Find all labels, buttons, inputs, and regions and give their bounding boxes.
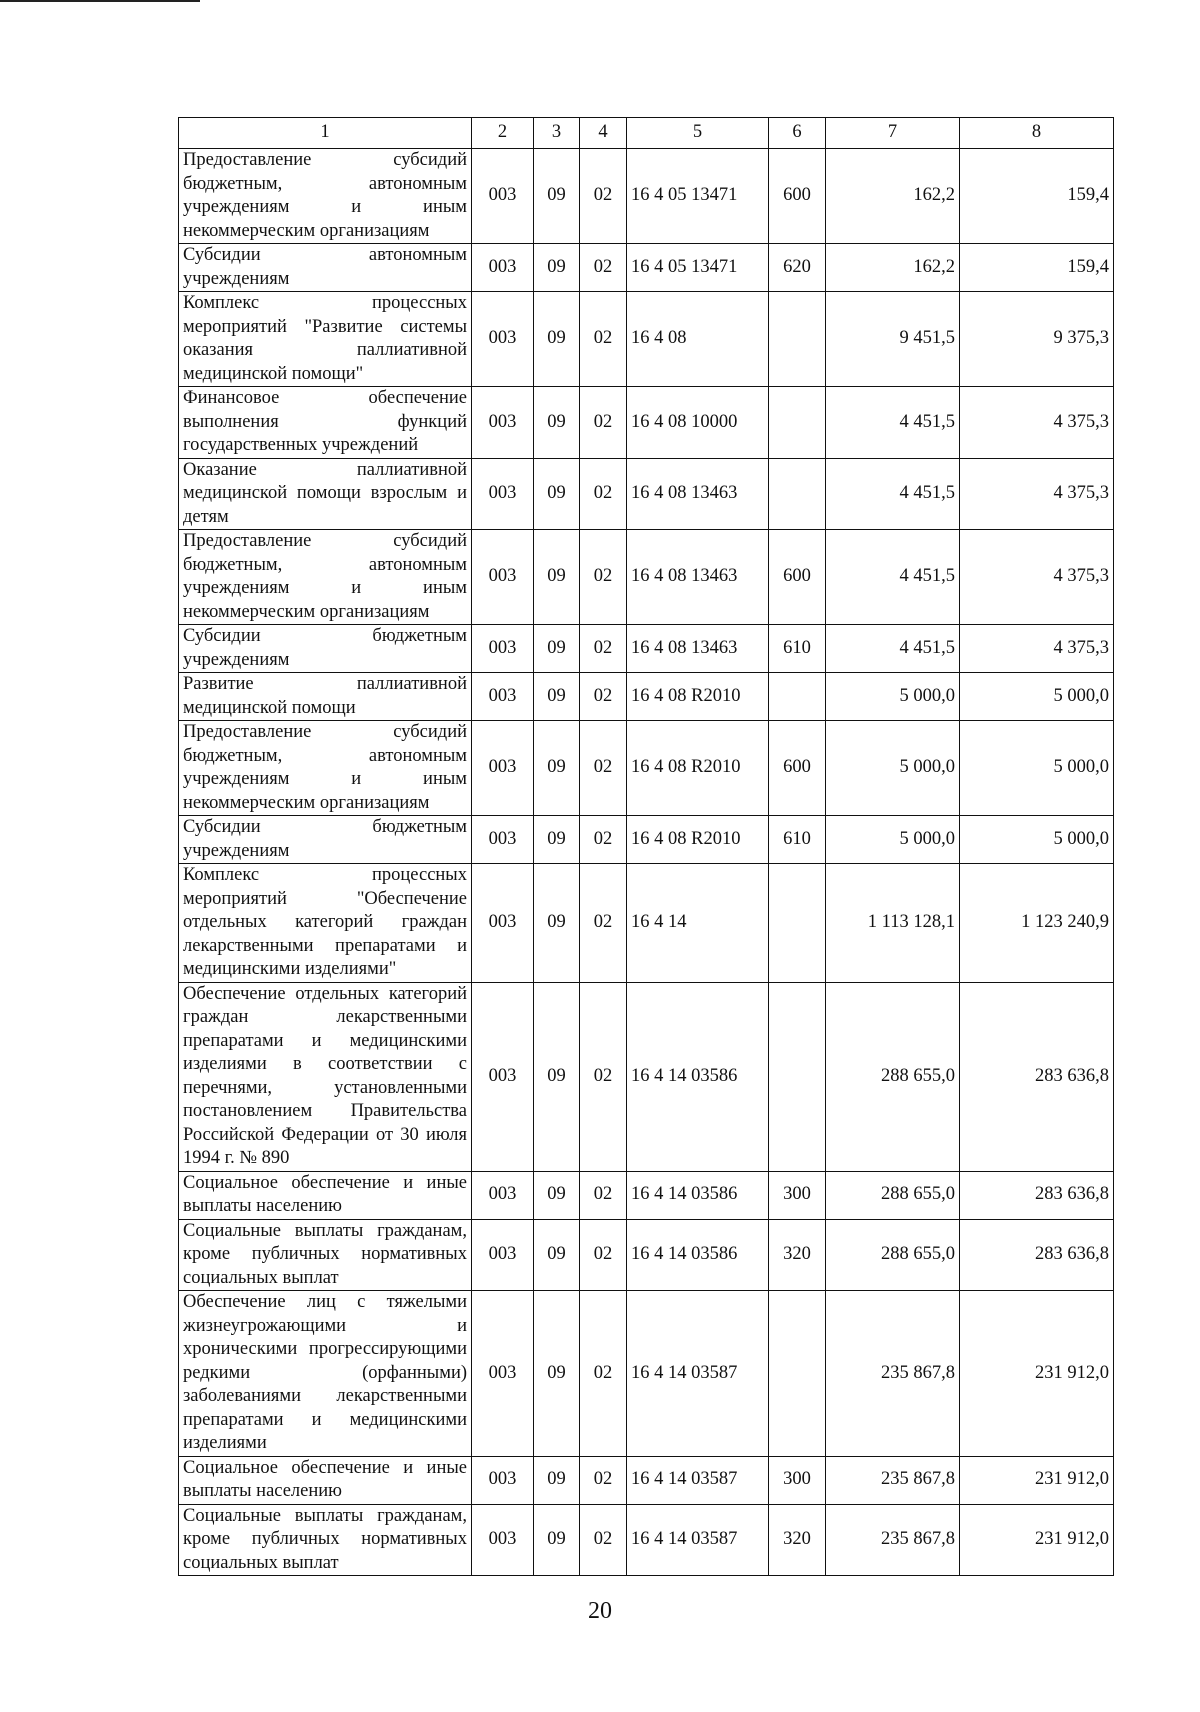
cell-amount-year1: 235 867,8: [826, 1291, 960, 1457]
cell-ministry-code: 003: [472, 864, 534, 983]
cell-amount-year1: 235 867,8: [826, 1504, 960, 1576]
cell-ministry-code: 003: [472, 387, 534, 459]
cell-expense-type: [769, 982, 826, 1171]
row-name: Предоставление субсидий бюджетным, автономным учреждениям и иным некоммерческим организациям: [179, 721, 472, 816]
cell-expense-type: 620: [769, 244, 826, 292]
cell-subsection: 02: [580, 1171, 627, 1219]
cell-subsection: 02: [580, 1219, 627, 1291]
row-name: Субсидии бюджетным учреждениям: [179, 625, 472, 673]
cell-expense-type: [769, 292, 826, 387]
cell-amount-year2: 231 912,0: [960, 1456, 1114, 1504]
cell-subsection: 02: [580, 721, 627, 816]
cell-ministry-code: 003: [472, 1219, 534, 1291]
cell-amount-year1: 4 451,5: [826, 387, 960, 459]
table-row: [179, 625, 1114, 673]
cell-section: 09: [534, 982, 580, 1171]
cell-ministry-code: 003: [472, 292, 534, 387]
row-name: Комплекс процессных мероприятий "Обеспечение отдельных категорий граждан лекарственными препаратами и медицинскими изделиями": [179, 864, 472, 983]
cell-amount-year1: 9 451,5: [826, 292, 960, 387]
cell-expense-type: 600: [769, 149, 826, 244]
cell-ministry-code: 003: [472, 244, 534, 292]
cell-target-article: 16 4 08 13463: [627, 530, 769, 625]
cell-subsection: 02: [580, 530, 627, 625]
row-name: Предоставление субсидий бюджетным, автономным учреждениям и иным некоммерческим организациям: [179, 149, 472, 244]
top-edge-line: [0, 0, 200, 2]
cell-ministry-code: 003: [472, 816, 534, 864]
cell-section: 09: [534, 721, 580, 816]
row-name: Субсидии бюджетным учреждениям: [179, 816, 472, 864]
cell-amount-year1: 288 655,0: [826, 1219, 960, 1291]
cell-target-article: 16 4 08 13463: [627, 458, 769, 530]
cell-subsection: 02: [580, 673, 627, 721]
cell-target-article: 16 4 08 13463: [627, 625, 769, 673]
cell-subsection: 02: [580, 1291, 627, 1457]
cell-target-article: 16 4 14 03587: [627, 1456, 769, 1504]
cell-amount-year1: 4 451,5: [826, 625, 960, 673]
cell-amount-year2: 1 123 240,9: [960, 864, 1114, 983]
cell-amount-year2: 231 912,0: [960, 1291, 1114, 1457]
table-row: [179, 982, 1114, 1171]
column-header-3: 3: [534, 118, 580, 149]
cell-expense-type: 320: [769, 1219, 826, 1291]
cell-target-article: 16 4 05 13471: [627, 244, 769, 292]
table-row: [179, 1171, 1114, 1219]
table-row: [179, 816, 1114, 864]
cell-target-article: 16 4 08 R2010: [627, 816, 769, 864]
cell-amount-year1: 288 655,0: [826, 982, 960, 1171]
cell-expense-type: 600: [769, 530, 826, 625]
cell-amount-year1: 4 451,5: [826, 458, 960, 530]
cell-target-article: 16 4 08 R2010: [627, 721, 769, 816]
cell-amount-year2: 159,4: [960, 244, 1114, 292]
table-row: [179, 1219, 1114, 1291]
cell-section: 09: [534, 864, 580, 983]
cell-subsection: 02: [580, 149, 627, 244]
row-name: Оказание паллиативной медицинской помощи взрослым и детям: [179, 458, 472, 530]
cell-subsection: 02: [580, 864, 627, 983]
cell-amount-year2: 231 912,0: [960, 1504, 1114, 1576]
column-header-2: 2: [472, 118, 534, 149]
cell-expense-type: 320: [769, 1504, 826, 1576]
cell-subsection: 02: [580, 816, 627, 864]
table-row: [179, 530, 1114, 625]
row-name: Развитие паллиативной медицинской помощи: [179, 673, 472, 721]
cell-section: 09: [534, 816, 580, 864]
row-name: Обеспечение лиц с тяжелыми жизнеугрожающими и хроническими прогрессирующими редкими (орфанными) заболеваниями лекарственными препаратами и медицинскими изделиями: [179, 1291, 472, 1457]
cell-expense-type: [769, 458, 826, 530]
table-row: [179, 1504, 1114, 1576]
row-name: Социальное обеспечение и иные выплаты населению: [179, 1171, 472, 1219]
table-row: [179, 458, 1114, 530]
cell-section: 09: [534, 458, 580, 530]
cell-subsection: 02: [580, 387, 627, 459]
column-header-8: 8: [960, 118, 1114, 149]
cell-ministry-code: 003: [472, 149, 534, 244]
table-row: [179, 149, 1114, 244]
cell-amount-year2: 159,4: [960, 149, 1114, 244]
table-body: [179, 149, 1114, 1576]
cell-ministry-code: 003: [472, 458, 534, 530]
table-row: [179, 721, 1114, 816]
cell-ministry-code: 003: [472, 1456, 534, 1504]
cell-section: 09: [534, 1291, 580, 1457]
cell-expense-type: 300: [769, 1456, 826, 1504]
cell-section: 09: [534, 1504, 580, 1576]
cell-amount-year1: 235 867,8: [826, 1456, 960, 1504]
column-header-7: 7: [826, 118, 960, 149]
cell-expense-type: 610: [769, 625, 826, 673]
cell-amount-year2: 4 375,3: [960, 387, 1114, 459]
cell-target-article: 16 4 08: [627, 292, 769, 387]
row-name: Обеспечение отдельных категорий граждан лекарственными препаратами и медицинскими изделиями в соответствии с перечнями, установленными постановлением Правительства Российской Федерации от 30 июля 1994 г. № 890: [179, 982, 472, 1171]
cell-ministry-code: 003: [472, 530, 534, 625]
column-header-5: 5: [627, 118, 769, 149]
cell-section: 09: [534, 530, 580, 625]
row-name: Субсидии автономным учреждениям: [179, 244, 472, 292]
cell-target-article: 16 4 14 03586: [627, 982, 769, 1171]
cell-expense-type: [769, 673, 826, 721]
cell-ministry-code: 003: [472, 625, 534, 673]
cell-ministry-code: 003: [472, 673, 534, 721]
row-name: Социальные выплаты гражданам, кроме публичных нормативных социальных выплат: [179, 1504, 472, 1576]
table-row: [179, 244, 1114, 292]
cell-expense-type: 610: [769, 816, 826, 864]
cell-subsection: 02: [580, 1456, 627, 1504]
cell-section: 09: [534, 673, 580, 721]
cell-subsection: 02: [580, 458, 627, 530]
row-name: Социальные выплаты гражданам, кроме публичных нормативных социальных выплат: [179, 1219, 472, 1291]
cell-subsection: 02: [580, 1504, 627, 1576]
cell-expense-type: [769, 864, 826, 983]
cell-amount-year2: 5 000,0: [960, 673, 1114, 721]
cell-target-article: 16 4 14 03586: [627, 1171, 769, 1219]
column-header-1: 1: [179, 118, 472, 149]
cell-subsection: 02: [580, 625, 627, 673]
cell-subsection: 02: [580, 982, 627, 1171]
cell-expense-type: 300: [769, 1171, 826, 1219]
budget-table: [178, 117, 1114, 1576]
table-header-row: [179, 118, 1114, 149]
cell-amount-year1: 162,2: [826, 149, 960, 244]
cell-section: 09: [534, 149, 580, 244]
cell-amount-year2: 5 000,0: [960, 721, 1114, 816]
cell-target-article: 16 4 05 13471: [627, 149, 769, 244]
table-row: [179, 387, 1114, 459]
cell-target-article: 16 4 14: [627, 864, 769, 983]
cell-section: 09: [534, 1456, 580, 1504]
cell-ministry-code: 003: [472, 1291, 534, 1457]
cell-target-article: 16 4 08 R2010: [627, 673, 769, 721]
table-row: [179, 1291, 1114, 1457]
cell-section: 09: [534, 292, 580, 387]
cell-subsection: 02: [580, 292, 627, 387]
cell-expense-type: 600: [769, 721, 826, 816]
column-header-4: 4: [580, 118, 627, 149]
cell-target-article: 16 4 08 10000: [627, 387, 769, 459]
cell-target-article: 16 4 14 03587: [627, 1291, 769, 1457]
cell-section: 09: [534, 1219, 580, 1291]
row-name: Социальное обеспечение и иные выплаты населению: [179, 1456, 472, 1504]
table-row: [179, 864, 1114, 983]
cell-amount-year2: 283 636,8: [960, 1171, 1114, 1219]
cell-amount-year2: 4 375,3: [960, 530, 1114, 625]
cell-amount-year1: 4 451,5: [826, 530, 960, 625]
cell-amount-year1: 5 000,0: [826, 816, 960, 864]
page-number: 20: [588, 1598, 612, 1624]
cell-ministry-code: 003: [472, 982, 534, 1171]
cell-amount-year2: 283 636,8: [960, 1219, 1114, 1291]
cell-subsection: 02: [580, 244, 627, 292]
row-name: Финансовое обеспечение выполнения функций государственных учреждений: [179, 387, 472, 459]
table-row: [179, 1456, 1114, 1504]
cell-section: 09: [534, 625, 580, 673]
cell-amount-year2: 283 636,8: [960, 982, 1114, 1171]
cell-amount-year2: 4 375,3: [960, 458, 1114, 530]
cell-amount-year2: 4 375,3: [960, 625, 1114, 673]
cell-section: 09: [534, 1171, 580, 1219]
cell-amount-year1: 162,2: [826, 244, 960, 292]
table-row: [179, 673, 1114, 721]
cell-amount-year1: 1 113 128,1: [826, 864, 960, 983]
row-name: Комплекс процессных мероприятий "Развитие системы оказания паллиативной медицинской помощи": [179, 292, 472, 387]
table-row: [179, 292, 1114, 387]
cell-target-article: 16 4 14 03587: [627, 1504, 769, 1576]
cell-amount-year1: 288 655,0: [826, 1171, 960, 1219]
cell-expense-type: [769, 1291, 826, 1457]
cell-amount-year2: 9 375,3: [960, 292, 1114, 387]
cell-ministry-code: 003: [472, 1504, 534, 1576]
cell-section: 09: [534, 387, 580, 459]
cell-expense-type: [769, 387, 826, 459]
cell-ministry-code: 003: [472, 1171, 534, 1219]
cell-amount-year1: 5 000,0: [826, 673, 960, 721]
cell-amount-year2: 5 000,0: [960, 816, 1114, 864]
cell-section: 09: [534, 244, 580, 292]
cell-amount-year1: 5 000,0: [826, 721, 960, 816]
cell-target-article: 16 4 14 03586: [627, 1219, 769, 1291]
cell-ministry-code: 003: [472, 721, 534, 816]
row-name: Предоставление субсидий бюджетным, автономным учреждениям и иным некоммерческим организациям: [179, 530, 472, 625]
column-header-6: 6: [769, 118, 826, 149]
